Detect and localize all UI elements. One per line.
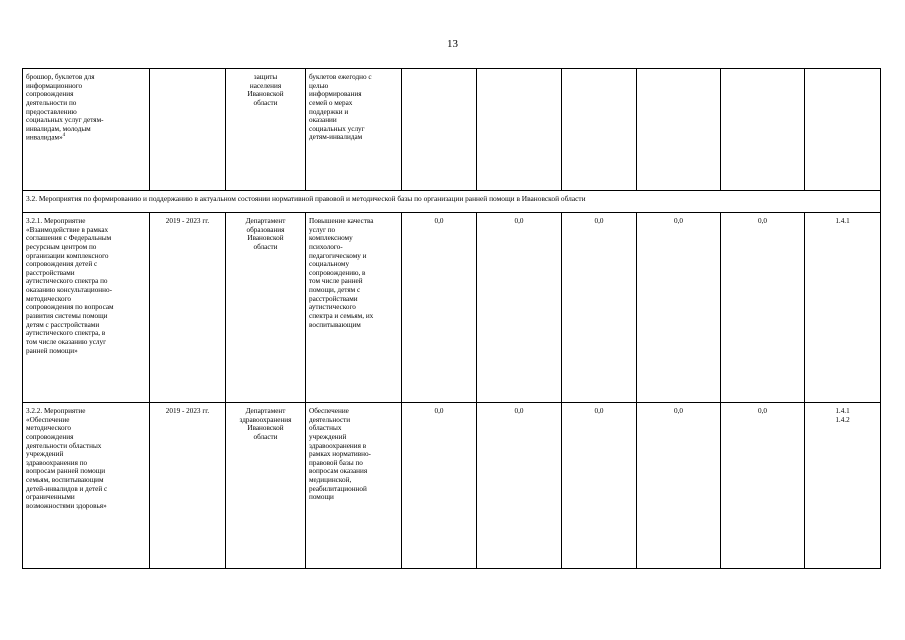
period-cell: [150, 69, 226, 191]
result-cell: [306, 69, 402, 191]
indicator-cell: [805, 213, 881, 403]
section-row: [23, 191, 881, 213]
footnote-mark: 4: [62, 133, 66, 139]
section-heading: 3.2. Мероприятия по формированию и поддержанию в актуальном состоянии нормативной правовой и методической базы по организации ранней помощи в Ивановской области: [23, 191, 881, 213]
expected-result: Обеспечение деятельности областных учреждений здравоохранения в рамках нормативно- правовой базы по вопросам оказания медицинской, реабилитационной помощи: [309, 407, 371, 502]
executor-cell: [226, 213, 306, 403]
executor-cell: [226, 69, 306, 191]
activity-name: брошюр, буклетов для информационного сопровождения деятельности по предоставлению социальных услуг детям- инвалидам, молодым инвалидам»: [26, 73, 104, 142]
value-cell: 0,0: [637, 403, 721, 569]
value-cell: [402, 69, 477, 191]
indicator-cell: [805, 403, 881, 569]
page-number: 13: [447, 38, 458, 50]
executor-cell: [226, 403, 306, 569]
period: 2019 - 2023 гг.: [165, 407, 210, 415]
value-cell: 0,0: [402, 403, 477, 569]
value-cell: 0,0: [477, 403, 562, 569]
executor: Департамент здравоохранения Ивановской области: [239, 407, 292, 441]
value-cell: [562, 69, 637, 191]
value-cell: 0,0: [562, 213, 637, 403]
value-cell: 0,0: [721, 403, 805, 569]
value-cell: 0,0: [721, 213, 805, 403]
value-cell: 0,0: [637, 213, 721, 403]
activity-name-cell: [23, 403, 150, 569]
value-cell: [637, 69, 721, 191]
indicator-code: 1.4.1 1.4.2: [835, 407, 850, 424]
indicator-cell: [805, 69, 881, 191]
period-cell: [150, 213, 226, 403]
value-cell: [477, 69, 562, 191]
table-row: [23, 213, 881, 403]
activity-name: 3.2.2. Мероприятие «Обеспечение методического сопровождения деятельности областных учреждений здравоохранения по вопросам ранней помощи семьям, воспитывающим детей-инвалидов и детей с ограниченными возможностями здоровья»: [26, 407, 108, 511]
executor: защиты населения Ивановской области: [247, 73, 284, 107]
value-cell: [721, 69, 805, 191]
activity-name: 3.2.1. Мероприятие «Взаимодействие в рамках соглашения с Федеральным ресурсным центром по организации комплексного сопровождения детей с расстройствами аутистического спектра по оказанию консультационно- методического сопровождения по вопросам развития системы помощи детям с расстройствами аутистического спектра, в том числе оказанию услуг ранней помощи»: [26, 217, 114, 355]
value-cell: 0,0: [477, 213, 562, 403]
executor: Департамент образования Ивановской области: [245, 217, 286, 251]
table-row: [23, 403, 881, 569]
expected-result: Повышение качества услуг по комплексному психолого- педагогическому и социальному сопровождению, в том числе ранней помощи, детям с расстройствами аутистического спектра и семьям, их воспитывающим: [309, 217, 374, 329]
table-row: [23, 69, 881, 191]
activity-name-cell: [23, 213, 150, 403]
period-cell: [150, 403, 226, 569]
period: 2019 - 2023 гг.: [165, 217, 210, 225]
activity-name-cell: [23, 69, 150, 191]
result-cell: [306, 213, 402, 403]
activities-table: [22, 68, 881, 569]
value-cell: 0,0: [402, 213, 477, 403]
indicator-code: 1.4.1: [835, 217, 850, 225]
value-cell: 0,0: [562, 403, 637, 569]
expected-result: буклетов ежегодно с целью информирования семей о мерах поддержки и оказании социальных услуг детям-инвалидам: [309, 73, 372, 142]
result-cell: [306, 403, 402, 569]
